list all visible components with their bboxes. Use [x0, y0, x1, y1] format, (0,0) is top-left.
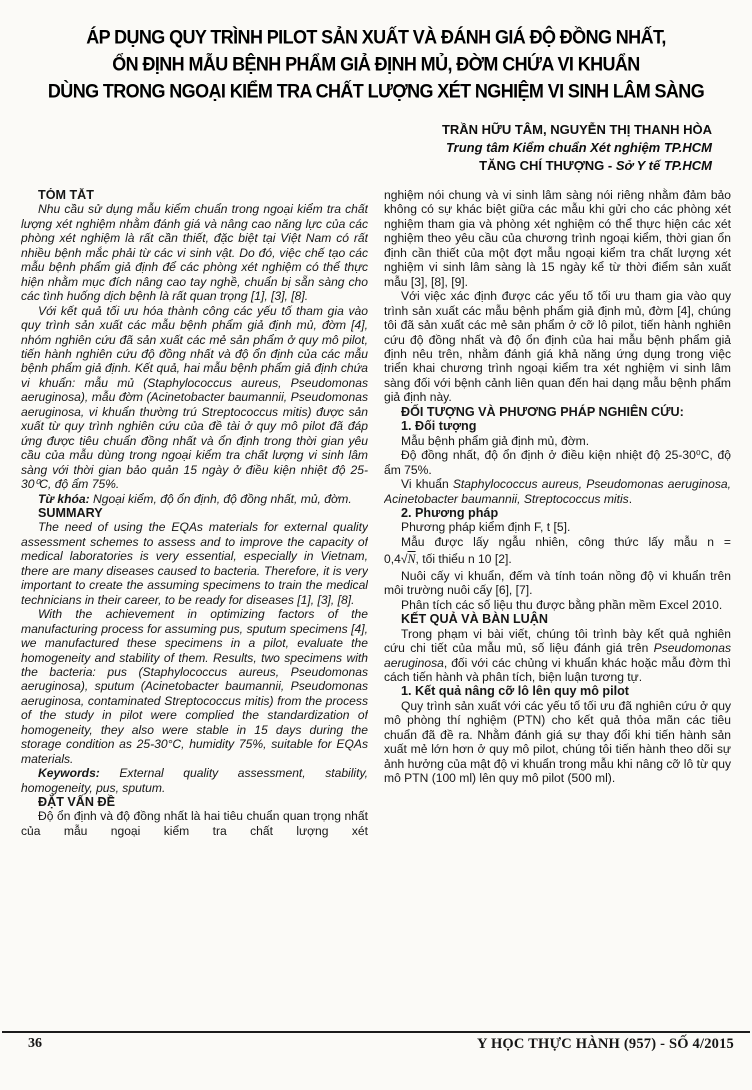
summary-paragraph-2: With the achievement in optimizing factors of the manufacturing process for assuming pus, sputum specimens [4], we manufactured these specimens in a pilot, evaluate the homogeneity and stability of them. Results, two specimens with the bacteria: pus (Staphylococcus aureus, Pseudomonas aeruginosa), sputum (Acinetobacter baumannii, Pseudomonas aeruginosa, contaminated Streptococcus mitis) from the process of the study in pilot were complied the standardization of homogeneity, they also were stable in 15 days during the storage condition as 25-30°C, humidity 75%, suitable for EQAs materials. [21, 607, 368, 766]
page-number: 36 [28, 1036, 42, 1051]
section-heading-results: KẾT QUẢ VÀ BÀN LUẬN [401, 612, 548, 627]
methods-paragraph-1: Mẫu bệnh phẩm giả định mủ, đờm. [401, 433, 590, 448]
keywords-text-en: External quality assessment, stability, homogeneity, pus, sputum. [21, 766, 368, 795]
author-line-2 [0, 157, 712, 175]
left-column [21, 188, 368, 1010]
author-affiliation-1: Trung tâm Kiểm chuẩn Xét nghiệm TP.HCM [445, 140, 712, 155]
author-names: TRẦN HỮU TÂM, NGUYỄN THỊ THANH HÒA [441, 122, 712, 137]
abstract-keywords [21, 492, 368, 506]
right-column [384, 188, 731, 1010]
section-heading-methods: ĐỐI TƯỢNG VÀ PHƯƠNG PHÁP NGHIÊN CỨU: [401, 404, 684, 419]
author-affiliation-2: Sở Y tế TP.HCM [615, 158, 712, 173]
article-body [21, 188, 731, 1010]
summary-keywords [21, 766, 368, 795]
article-title-line-2: ỔN ĐỊNH MẪU BỆNH PHẨM GIẢ ĐỊNH MỦ, ĐỜM CHỨA VI KHUẨN [112, 53, 640, 75]
keywords-text-vi: Ngoại kiểm, độ ổn định, độ đồng nhất, mủ, đờm. [89, 491, 352, 506]
methods-paragraph-3: Vi khuẩn Staphylococcus aureus, Pseudomonas aeruginosa, Acinetobacter baumannii, Streptococcus mitis. [384, 477, 731, 506]
subsection-ket-qua-nang-co-lo: 1. Kết quả nâng cỡ lô lên quy mô pilot [401, 684, 629, 699]
methods-paragraph-2: Độ đồng nhất, độ ổn định ở điều kiện nhiệt độ 25-30⁰C, độ ẩm 75%. [384, 448, 731, 477]
intro-paragraph-2: Với việc xác định được các yếu tố tối ưu tham gia vào quy trình sản xuất các mẫu bệnh phẩm giả định mủ, đờm [4], chúng tôi đã sản xuất các mẻ sản phẩm ở cỡ lô pilot, tiến hành nghiên cứu độ đồng nhất và độ ổn định của hai mẫu bệnh phẩm giả định nêu trên, nhằm đánh giá khả năng ứng dụng trong việc triển khai chương trình ngoại kiểm tra xét nghiệm vi sinh lâm sàng đối với bệnh cảnh liên quan đến hai dạng mẫu bệnh phẩm giả định này. [384, 289, 731, 405]
keywords-label-en: Keywords: [38, 766, 100, 781]
intro-paragraph-1-continued: nghiệm nói chung và vi sinh lâm sàng nói riêng nhằm đảm bảo không có sự khác biệt giữa các mẫu khi gửi cho các phòng xét nghiệm tham gia và phòng xét nghiệm có thể thực hiện các xét nghiệm theo yêu cầu của chương trình ngoại kiểm, thời gian ổn định cần thiết của một đợt mẫu ngoại kiểm tra chất lượng xét nghiệm vi sinh lâm sàng là 15 ngày kể từ thời điểm sản xuất mẫu [3], [8], [9]. [384, 188, 731, 289]
sampling-formula: 0,4√N, tối thiểu n 10 [2]. [384, 552, 512, 567]
section-heading-dat-van-de: ĐẶT VẤN ĐỀ [38, 795, 115, 810]
footer-row [0, 1033, 752, 1053]
section-heading-tom-tat: TÓM TẮT [38, 188, 94, 202]
author-name-2: TĂNG CHÍ THƯỢNG - [479, 158, 616, 173]
authors-block [0, 121, 712, 175]
intro-paragraph-1: Độ ổn định và độ đồng nhất là hai tiêu chuẩn quan trọng nhất của mẫu ngoại kiểm tra chất lượng xét [21, 809, 368, 838]
article-title-line-1: ÁP DỤNG QUY TRÌNH PILOT SẢN XUẤT VÀ ĐÁNH GIÁ ĐỘ ĐỒNG NHẤT, [86, 26, 666, 48]
methods-paragraph-4: Phương pháp kiểm định F, t [5]. [401, 520, 571, 535]
abstract-paragraph-2: Với kết quả tối ưu hóa thành công các yếu tố tham gia vào quy trình sản xuất các mẫu bệnh phẩm giả định mủ, đờm [4], nhóm nghiên cứu đã sản xuất các mẻ sản phẩm ở quy mô pilot, tiến hành nghiên cứu độ đồng nhất và độ ổn định của các mẫu bệnh phẩm giả định. Kết quả, hai mẫu bệnh phẩm giả định chứa vi khuẩn: mẫu mủ (Staphylococcus aureus, Pseudomonas aeruginosa), mẫu đờm (Acinetobacter baumannii, Pseudomonas aeruginosa, vi khuẩn thường trú Streptococcus mitis) được sản xuất từ quy trình nghiên cứu của đề tài ở quy mô pilot đã đáp ứng được tiêu chuẩn đồng nhất và ổn định trong thời gian yêu cầu của mẫu dùng trong ngoại kiểm tra chất lượng vi sinh lâm sàng với thời gian bảo quản 15 ngày ở điều kiện nhiệt độ 25-30⁰C, độ ẩm 75%. [21, 303, 368, 492]
keywords-label-vi: Từ khóa: [38, 491, 90, 506]
methods-paragraph-6: Nuôi cấy vi khuẩn, đếm và tính toán nồng độ vi khuẩn trên môi trường nuôi cấy [6], [7]. [384, 568, 731, 598]
subsection-doi-tuong: 1. Đối tượng [401, 419, 477, 434]
results-paragraph-2: Quy trình sản xuất với các yếu tố tối ưu đã nghiên cứu ở quy mô phòng thí nghiệm (PTN) cho kết quả thỏa mãn các tiêu chuẩn đã đề ra. Nhằm đánh giá sự thay đổi khi tiến hành sản xuất mẻ lớn hơn ở quy mô pilot, chúng tôi tiến hành theo dõi sự ảnh hưởng của mật độ vi khuẩn trong mẫu khi nâng cỡ lô từ quy mô PTN (100 ml) lên quy mô pilot (500 ml). [384, 698, 731, 786]
subsection-phuong-phap: 2. Phương pháp [401, 505, 499, 520]
journal-reference: Y HỌC THỰC HÀNH (957) - SỐ 4/2015 [477, 1036, 734, 1052]
summary-paragraph-1: The need of using the EQAs materials for external quality assessment schemes to assess and to improve the capacity of medical laboratories is very essential, especially in Vietnam, there are many diseases caused to bacteria. Therefore, it is very important to create the assuming specimens to train the medical technicians in their career, to be ready for diseases [1], [3], [8]. [21, 520, 368, 607]
page-footer [0, 1031, 752, 1053]
abstract-paragraph-1: Nhu cầu sử dụng mẫu kiểm chuẩn trong ngoại kiểm tra chất lượng xét nghiệm nhằm đánh giá và nâng cao năng lực của các phòng xét nghiệm là rất cần thiết, đặc biệt tại Việt Nam có rất nhiều bệnh mắc phải từ các vi sinh vật. Do đó, việc chế tạo các mẫu bệnh phẩm giả định để các phòng xét nghiệm có thể thực hiện nhằm mục đích nâng cao tay nghề, chuẩn bị sẵn sàng cho các tình huống dịch bệnh là rất quan trọng [1], [3], [8]. [21, 202, 368, 304]
methods-paragraph-7: Phân tích các số liệu thu được bằng phần mềm Excel 2010. [401, 597, 723, 612]
article-title-line-3: DÙNG TRONG NGOẠI KIỂM TRA CHẤT LƯỢNG XÉT NGHIỆM VI SINH LÂM SÀNG [47, 80, 705, 102]
article-title [40, 24, 712, 105]
methods-paragraph-5: Mẫu được lấy ngẫu nhiên, công thức lấy mẫu n = [401, 534, 731, 549]
results-paragraph-1: Trong phạm vi bài viết, chúng tôi trình bày kết quả nghiên cứu chi tiết của mẫu mủ, số liệu đánh giá trên Pseudomonas aeruginosa, đối với các chủng vi khuẩn khác hoặc mẫu đờm thì cách tiến hành và phân tích, biện luận tương tự. [384, 626, 731, 684]
section-heading-summary: SUMMARY [38, 505, 103, 520]
